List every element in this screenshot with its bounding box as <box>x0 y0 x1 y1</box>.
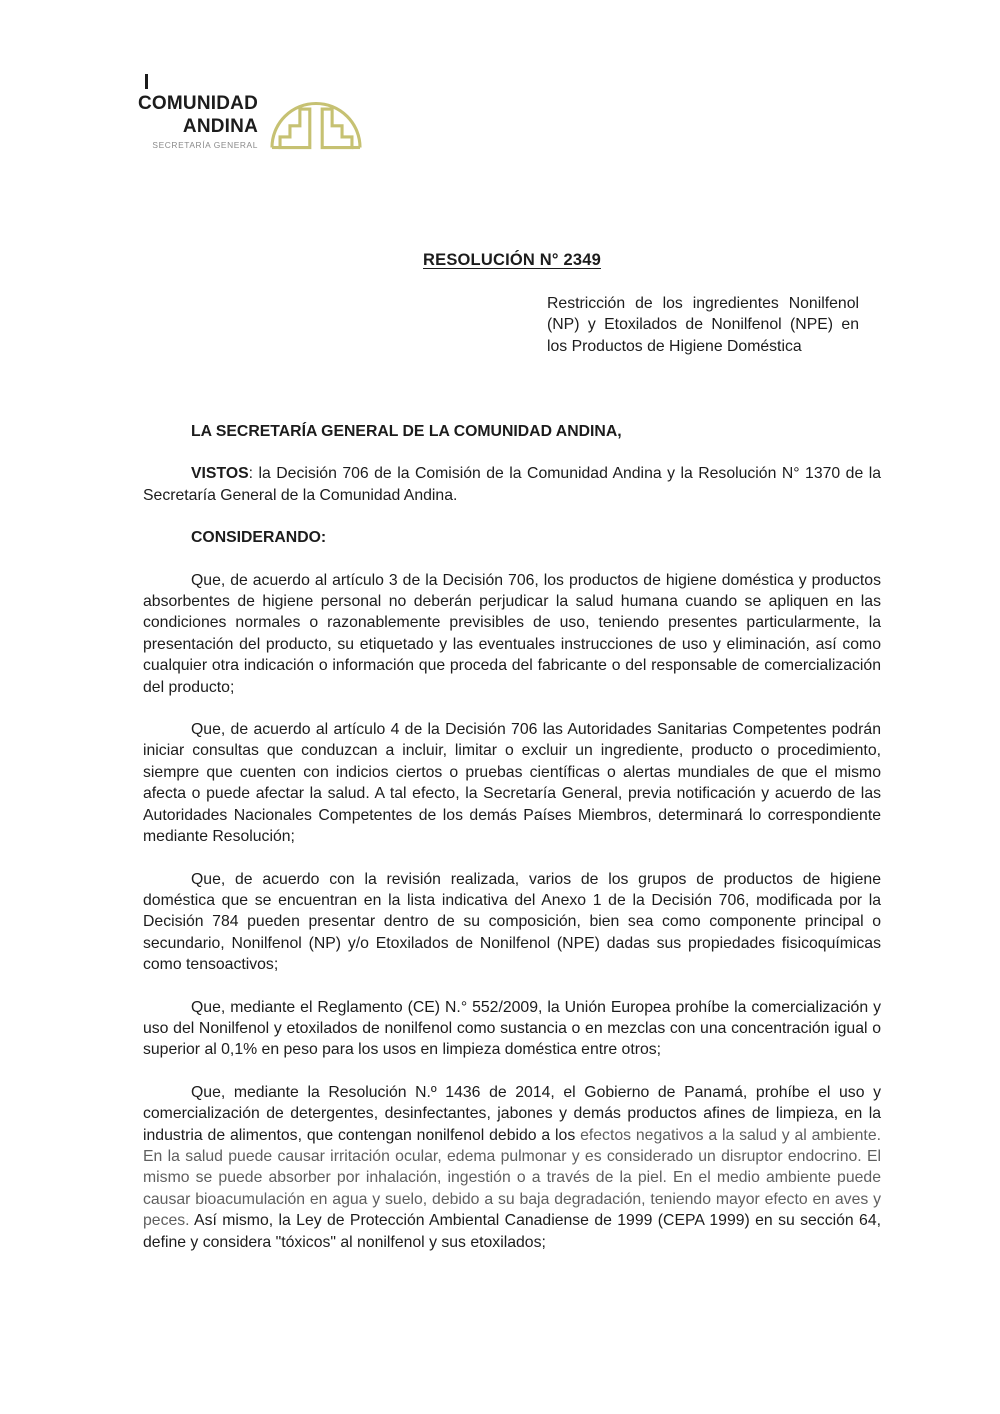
body-paragraph <box>143 719 881 847</box>
body-paragraph <box>143 997 881 1061</box>
logo-name-line1: COMUNIDAD <box>138 93 259 114</box>
logo-name-line2: ANDINA <box>182 116 258 137</box>
text-segment: Que, de acuerdo al artículo 3 de la Decisión 706, los productos de higiene doméstica y productos absorbentes de higiene personal no deberán perjudicar la salud humana cuando se apliquen en las condiciones normales o razonablemente previsibles de uso, teniendo presentes particularmente, la presentación del producto, su etiquetado y las eventuales instrucciones de uso y eliminación, así como cualquier otra indicación o información que proceda del fabricante o del responsable de comercialización del producto; <box>143 571 881 696</box>
text-segment: Que, mediante la Resolución N.º 1436 de 2014, el Gobierno de Panamá, prohíbe el uso y comercialización de detergentes, desinfectantes, jabones y demás productos afines de limpieza, en la industria de alimentos, que contengan nonilfenol debido a los <box>143 1083 881 1144</box>
vistos-label: VISTOS <box>191 465 249 483</box>
text-segment: Que, mediante el Reglamento (CE) N.° 552/2009, la Unión Europea prohíbe la comercialización y uso del Nonilfenol y etoxilados de nonilfenol como sustancia o en mezclas con una concentración igual o superior al 0,1% en peso para los usos en limpieza doméstica entre otros; <box>143 998 881 1059</box>
body-paragraph <box>143 869 881 976</box>
vistos-paragraph <box>143 463 881 506</box>
text-segment: Que, de acuerdo al artículo 4 de la Decisión 706 las Autoridades Sanitarias Competentes podrán iniciar consultas que conduzcan a incluir, limitar o excluir un ingrediente, producto o procedimiento, siempre que cuenten con indicios ciertos o pruebas científicas o alertas mundiales de que el mismo afecta o puede afectar la salud. A tal efecto, la Secretaría General, previa notificación y acuerdo de las Autoridades Nacionales Competentes de los demás Países Miembros, determinará lo correspondiente mediante Resolución; <box>143 721 881 846</box>
logo-subtitle: SECRETARÍA GENERAL <box>152 140 258 150</box>
logo-tick-mark <box>145 74 148 89</box>
text-segment: Que, de acuerdo con la revisión realizada, varios de los grupos de productos de higiene doméstica que se encuentran en la lista indicativa del Anexo 1 de la Decisión 706, modificada por la Decisión 784 pueden presentar dentro de su composición, bien sea como componente principal o secundario, Nonilfenol (NP) y/o Etoxilados de Nonilfenol (NPE) dadas sus propiedades fisicoquímicas como tensoactivos; <box>143 870 881 974</box>
document-body <box>143 421 881 1274</box>
andean-arch-icon <box>269 88 363 150</box>
resolution-subject: Restricción de los ingredientes Nonilfenol (NP) y Etoxilados de Nonilfenol (NPE) en los Productos de Higiene Doméstica <box>547 295 859 355</box>
comunidad-andina-logo <box>138 72 378 164</box>
body-paragraph <box>143 570 881 698</box>
issuer-heading: LA SECRETARÍA GENERAL DE LA COMUNIDAD ANDINA, <box>191 423 622 440</box>
title-row <box>143 251 881 270</box>
resolution-title: RESOLUCIÓN N° 2349 <box>423 251 601 269</box>
vistos-text: : la Decisión 706 de la Comisión de la Comunidad Andina y la Resolución N° 1370 de la Secretaría General de la Comunidad Andina. <box>143 465 881 504</box>
body-paragraph <box>143 1082 881 1253</box>
considerando-heading: CONSIDERANDO: <box>191 529 327 547</box>
muted-text-segment: efectos negativos a la salud y al ambiente. En la salud puede causar irritación ocular, edema pulmonar y es considerado un disruptor endocrino. El mismo se puede absorber por inhalación, ingestión o a través de la piel. En el medio ambiente puede causar bioacumulación en agua y suelo, debido a su baja degradación, teniendo mayor efecto en aves y peces. <box>143 1126 881 1230</box>
body-paragraphs <box>143 570 881 1253</box>
text-segment: Así mismo, la Ley de Protección Ambiental Canadiense de 1999 (CEPA 1999) en su sección 64, define y considera "tóxicos" al nonilfenol y sus etoxilados; <box>143 1212 882 1251</box>
